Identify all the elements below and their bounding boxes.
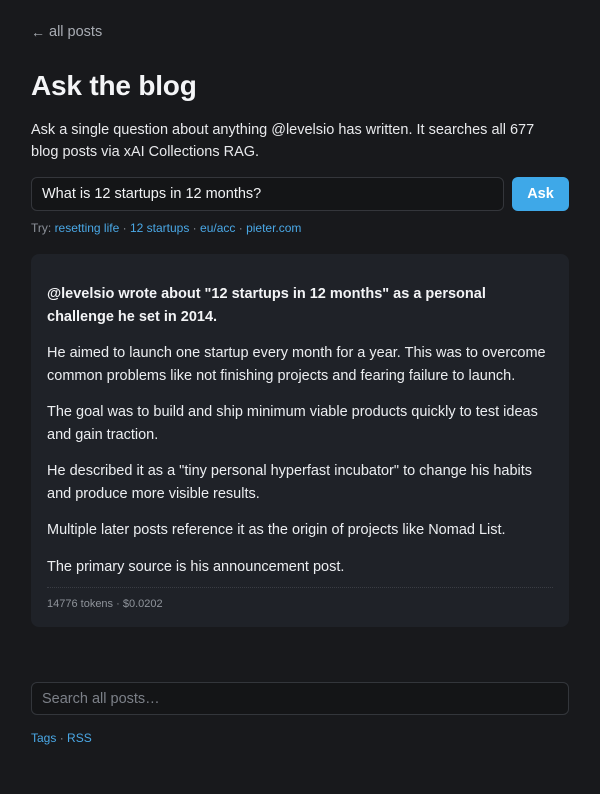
- footer-links: [31, 731, 92, 745]
- tags-link[interactable]: Tags: [31, 731, 57, 745]
- suggestion-link-resetting-life[interactable]: resetting life: [54, 221, 120, 235]
- rss-link[interactable]: RSS: [67, 731, 92, 745]
- arrow-left-icon: ←: [31, 24, 45, 40]
- back-to-all-posts-link[interactable]: [31, 24, 102, 40]
- suggestion-separator: ·: [122, 221, 127, 235]
- back-link-label: all posts: [49, 24, 103, 40]
- suggestion-separator: ·: [192, 221, 197, 235]
- suggestion-link-eu-acc[interactable]: eu/acc: [200, 221, 236, 235]
- ask-button[interactable]: Ask: [512, 177, 569, 211]
- ask-form: [31, 177, 569, 211]
- answer-card: [31, 254, 569, 627]
- answer-lead: @levelsio wrote about "12 startups in 12 months" as a personal challenge he set in 2014.: [47, 286, 486, 325]
- answer-divider: [47, 587, 553, 588]
- suggestions: [31, 221, 301, 235]
- suggestion-link-12-startups[interactable]: 12 startups: [129, 221, 190, 235]
- answer-usage-meta: 14776 tokens · $0.0202: [47, 598, 163, 610]
- answer-paragraph: Multiple later posts reference it as the origin of projects like Nomad List.: [47, 522, 506, 538]
- page-title: Ask the blog: [31, 70, 197, 101]
- answer-paragraph: The goal was to build and ship minimum viable products quickly to test ideas and gain traction.: [47, 404, 538, 443]
- suggestions-prefix: Try:: [31, 221, 52, 235]
- search-posts-input[interactable]: [31, 682, 569, 715]
- footer-separator: ·: [59, 731, 64, 745]
- intro-text: Ask a single question about anything @levelsio has written. It searches all 677 blog posts via xAI Collections RAG.: [31, 122, 535, 160]
- suggestion-separator: ·: [238, 221, 243, 235]
- question-input[interactable]: [31, 177, 504, 211]
- answer-paragraph: The primary source is his announcement post.: [47, 558, 345, 575]
- answer-paragraph: He aimed to launch one startup every month for a year. This was to overcome common problems like not finishing projects and fearing failure to launch.: [47, 345, 546, 384]
- suggestion-link-pieter-com[interactable]: pieter.com: [246, 221, 302, 235]
- answer-paragraph: He described it as a "tiny personal hyperfast incubator" to change his habits and produce more visible results.: [47, 463, 533, 502]
